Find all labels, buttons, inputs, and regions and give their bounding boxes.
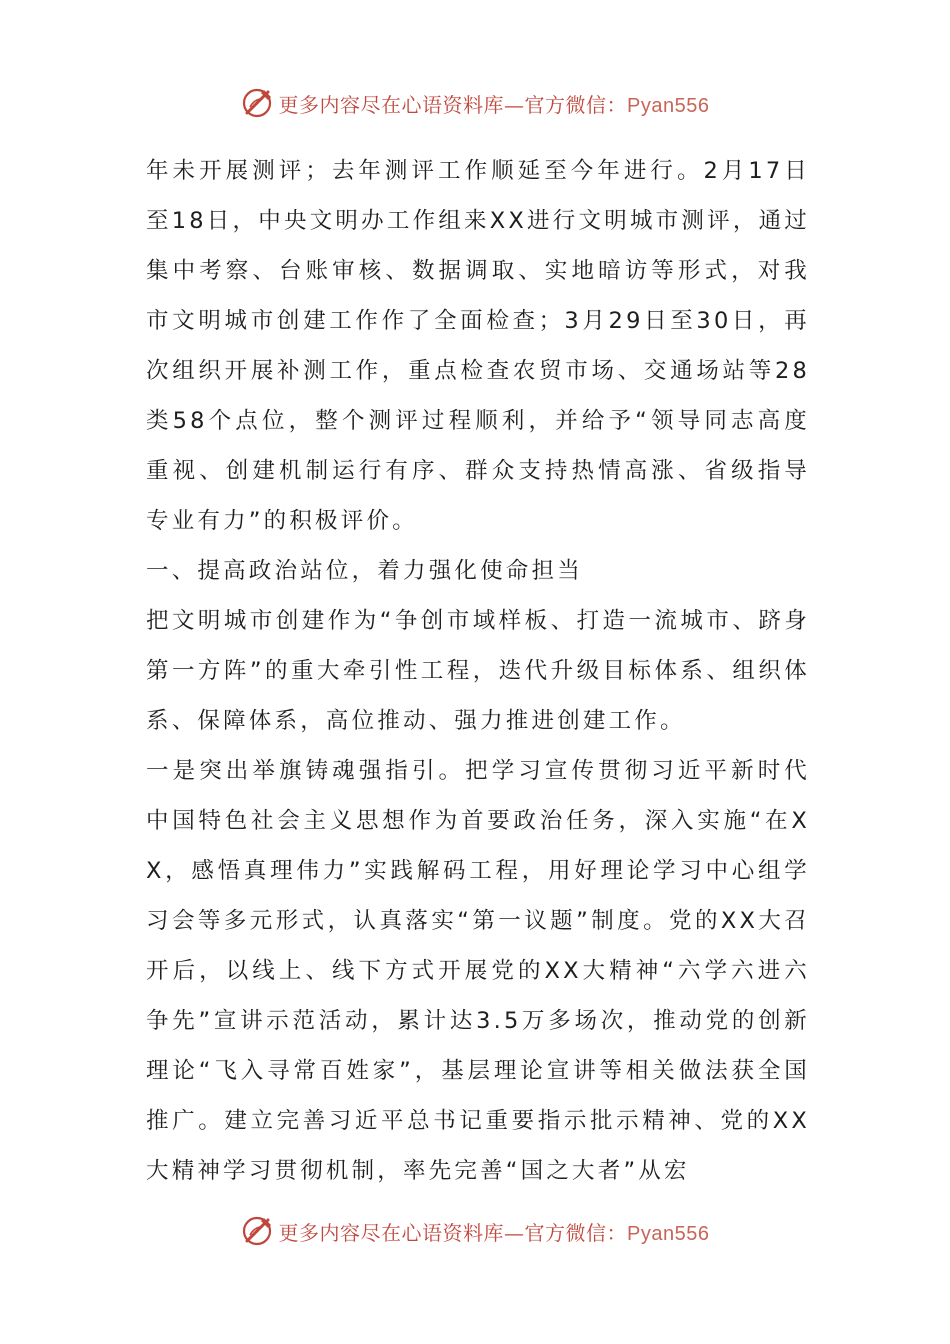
pen-logo-icon [241,86,275,120]
header-banner-text [279,89,710,118]
header-banner [0,83,950,123]
section-heading: 一、提高政治站位，着力强化使命担当 [146,558,583,584]
body-paragraph-2: 把文明城市创建作为“争创市域样板、打造一流城市、跻身第一方阵”的重大牵引性工程，迭代升级目标体系、组织体系、保障体系，高位推动、强力推进创建工作。 [146,608,810,734]
footer-banner [0,1211,950,1251]
body-paragraph-1: 年未开展测评；去年测评工作顺延至今年进行。2月17日至18日，中央文明办工作组来XX进行文明城市测评，通过集中考察、台账审核、数据调取、实地暗访等形式，对我市文明城市创建工作作了全面检查；3月29日至30日，再次组织开展补测工作，重点检查农贸市场、交通场站等28类58个点位，整个测评过程顺利，并给予“领导同志高度重视、创建机制运行有序、群众支持热情高涨、省级指导专业有力”的积极评价。 [146,158,810,534]
document-body [146,146,810,1196]
header-wechat-id: Pyan556 [627,94,710,117]
footer-banner-label: 更多内容尽在心语资料库—官方微信： [278,1220,628,1245]
footer-banner-text [279,1217,710,1246]
pen-logo-icon [241,1214,275,1248]
header-banner-label: 更多内容尽在心语资料库—官方微信： [278,92,628,117]
footer-wechat-id: Pyan556 [627,1222,710,1245]
body-paragraph-3: 一是突出举旗铸魂强指引。把学习宣传贯彻习近平新时代中国特色社会主义思想作为首要政治任务，深入实施“在XX，感悟真理伟力”实践解码工程，用好理论学习中心组学习会等多元形式，认真落实“第一议题”制度。党的XX大召开后，以线上、线下方式开展党的XX大精神“六学六进六争先”宣讲示范活动，累计达3.5万多场次，推动党的创新理论“飞入寻常百姓家”，基层理论宣讲等相关做法获全国推广。建立完善习近平总书记重要指示批示精神、党的XX大精神学习贯彻机制，率先完善“国之大者”从宏 [146,758,810,1184]
